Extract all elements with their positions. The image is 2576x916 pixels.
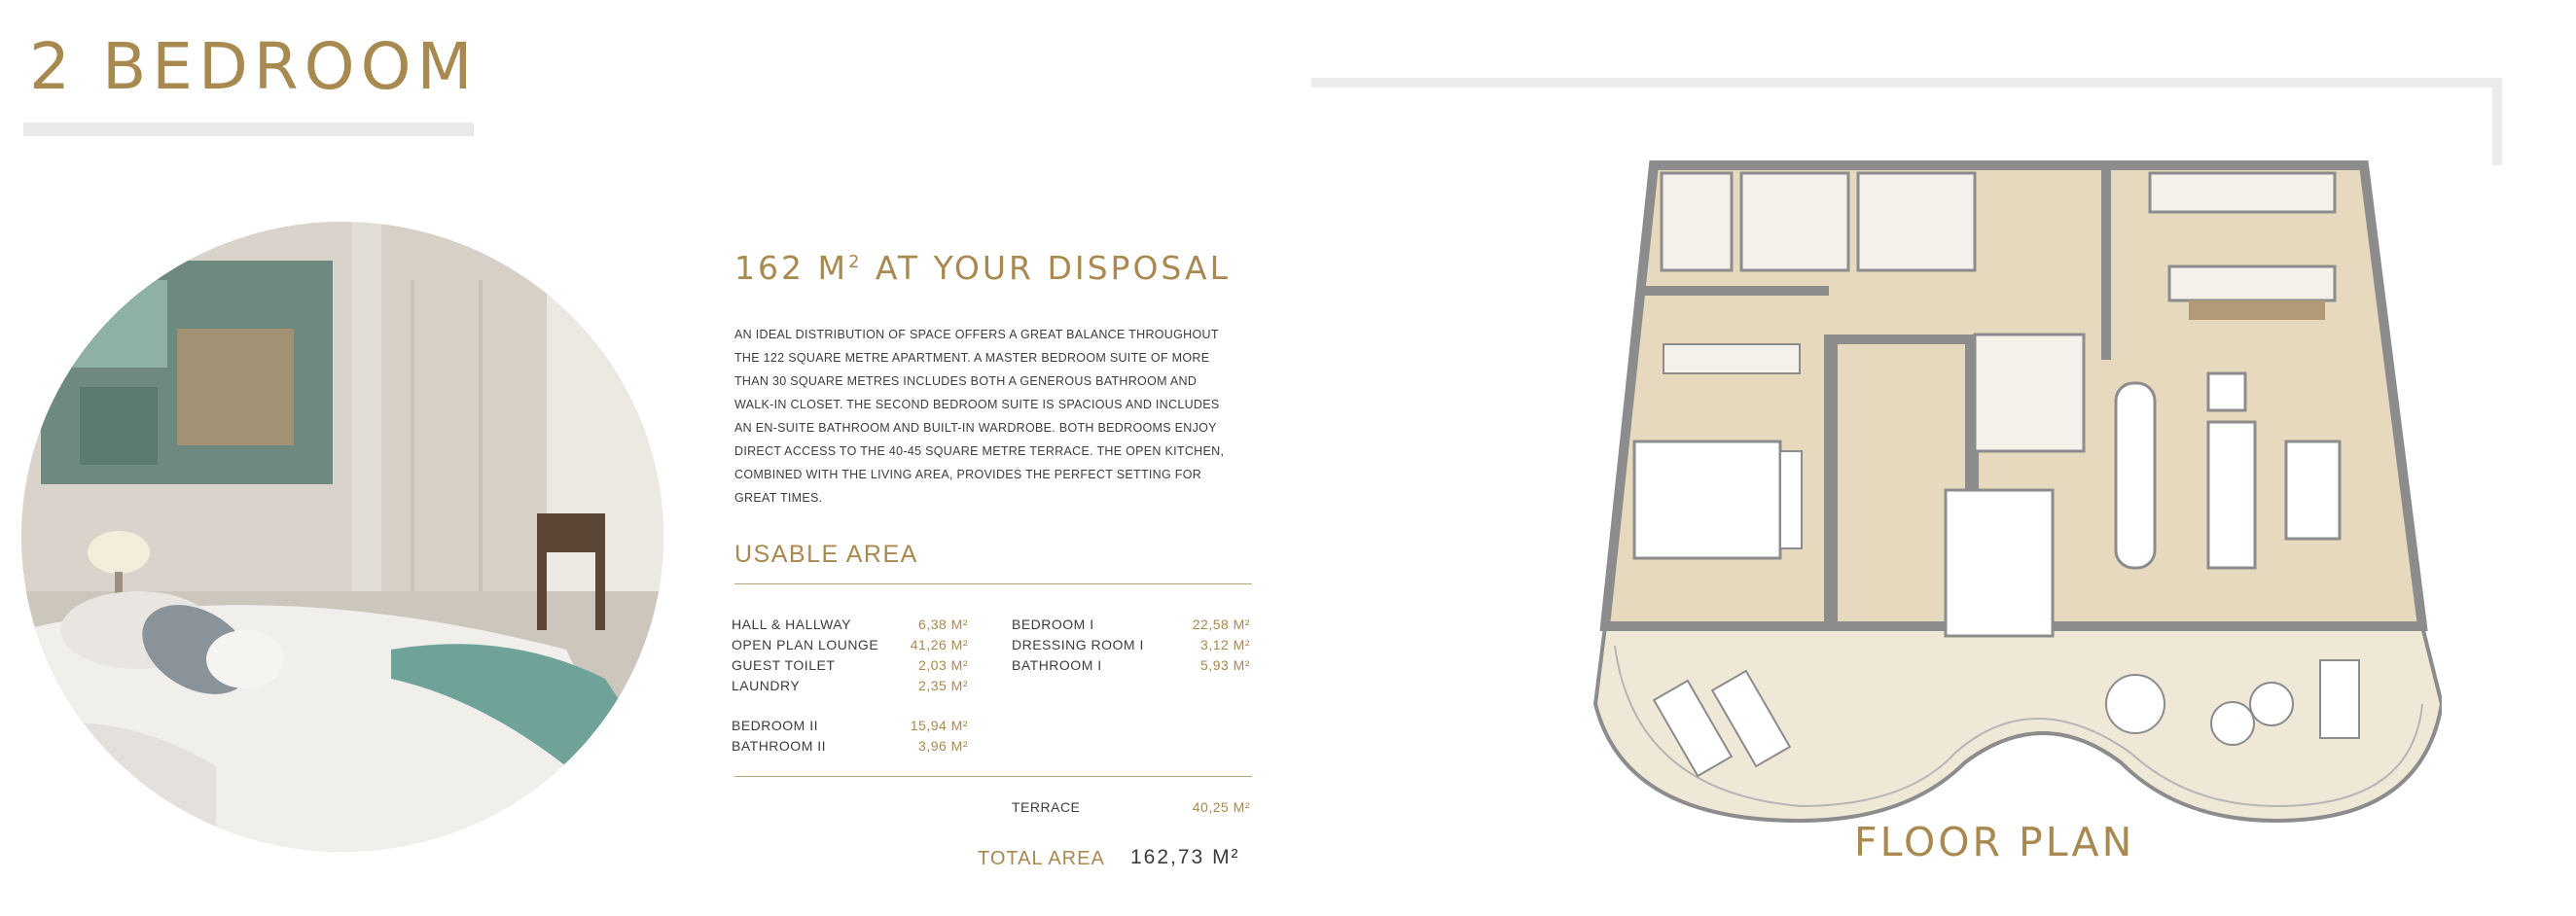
area-value: 41,26 M² <box>910 637 968 652</box>
wall <box>2101 165 2111 360</box>
area-name: BEDROOM II <box>732 718 819 733</box>
area-row <box>1012 615 1250 635</box>
terrace-area <box>1595 626 2442 821</box>
area-name: BATHROOM I <box>1012 657 1102 673</box>
bathroom-ii <box>1975 335 2084 451</box>
area-name: DRESSING ROOM I <box>1012 637 1144 652</box>
laundry-room <box>1662 173 1732 270</box>
armchair <box>2286 441 2340 539</box>
area-row <box>1012 635 1250 655</box>
page-title: 2 BEDROOM <box>29 29 479 104</box>
dining-table <box>2116 383 2155 568</box>
area-name: OPEN PLAN LOUNGE <box>732 637 879 652</box>
terrace-table <box>2106 675 2165 733</box>
area-row <box>732 716 968 736</box>
area-value: 2,35 M² <box>918 678 968 693</box>
area-row <box>732 655 968 676</box>
area-heading-text: AT YOUR DISPOSAL <box>875 249 1231 287</box>
wall <box>1824 335 1838 626</box>
bedroom-photo <box>21 222 663 852</box>
kitchen-counter <box>2150 173 2335 212</box>
side-table <box>2208 373 2245 410</box>
area-heading-value: 162 M <box>734 249 848 287</box>
terrace-row <box>1012 797 1250 818</box>
floor-plan-drawing <box>1586 159 2442 830</box>
area-value: 2,03 M² <box>918 657 968 673</box>
wall <box>1824 335 1980 344</box>
area-name: GUEST TOILET <box>732 657 836 673</box>
area-list-right <box>1012 615 1250 676</box>
wall <box>1644 286 1829 296</box>
frame-top-bar <box>1311 78 2500 88</box>
total-area-label: TOTAL AREA <box>978 848 1105 869</box>
frame-right-bar <box>2492 78 2502 165</box>
terrace-daybed <box>2320 660 2359 738</box>
area-value: 5,93 M² <box>1200 657 1250 673</box>
area-name: TERRACE <box>1012 799 1081 815</box>
area-value: 6,38 M² <box>918 617 968 632</box>
area-row <box>1012 655 1250 676</box>
area-value: 3,96 M² <box>918 738 968 754</box>
title-underline <box>23 123 474 136</box>
guest-toilet <box>1858 173 1975 270</box>
bar-counter <box>2189 300 2325 320</box>
area-list-left-1 <box>732 615 968 696</box>
area-row <box>732 635 968 655</box>
area-list-left-2 <box>732 716 968 757</box>
kitchen-island <box>2169 266 2335 300</box>
area-name: BATHROOM II <box>732 738 827 754</box>
area-name: BEDROOM I <box>1012 617 1094 632</box>
total-area-value: 162,73 M² <box>1130 846 1240 868</box>
usable-area-heading: USABLE AREA <box>734 541 918 568</box>
area-list-terrace <box>1012 797 1250 818</box>
bed-bedroom-i <box>1946 490 2053 636</box>
area-value: 15,94 M² <box>910 718 968 733</box>
area-row <box>732 676 968 696</box>
terrace-chair <box>2211 702 2254 745</box>
area-value: 40,25 M² <box>1192 799 1250 815</box>
area-value: 3,12 M² <box>1200 637 1250 652</box>
terrace-chair <box>2250 683 2293 725</box>
area-value: 22,58 M² <box>1192 617 1250 632</box>
area-row <box>732 736 968 757</box>
terrace-divider <box>734 776 1252 777</box>
sofa <box>2208 422 2255 568</box>
area-heading <box>734 249 1231 287</box>
dressing-room <box>1741 173 1848 270</box>
area-name: HALL & HALLWAY <box>732 617 851 632</box>
area-heading-sup: 2 <box>847 252 863 272</box>
vanity <box>1664 344 1800 373</box>
area-row <box>732 615 968 635</box>
usable-area-divider <box>734 583 1252 584</box>
description-paragraph: AN IDEAL DISTRIBUTION OF SPACE OFFERS A GREAT BALANCE THROUGHOUT THE 122 SQUARE METRE APARTMENT. A MASTER BEDROOM SUITE OF MORE THAN 30 SQUARE METRES INCLUDES BOTH A GENEROUS BATHROOM AND WALK-IN CLOSET. THE SECOND BEDROOM SUITE IS SPACIOUS AND INCLUDES AN EN-SUITE BATHROOM AND BUILT-IN WARDROBE. BOTH BEDROOMS ENJOY DIRECT ACCESS TO THE 40-45 SQUARE METRE TERRACE. THE OPEN KITCHEN, COMBINED WITH THE LIVING AREA, PROVIDES THE PERFECT SETTING FOR GREAT TIMES. <box>734 328 1225 505</box>
pillow <box>1780 451 1802 548</box>
floor-plan-title: FLOOR PLAN <box>1854 819 2135 865</box>
bed-bedroom-ii <box>1634 441 1780 558</box>
area-name: LAUNDRY <box>732 678 801 693</box>
